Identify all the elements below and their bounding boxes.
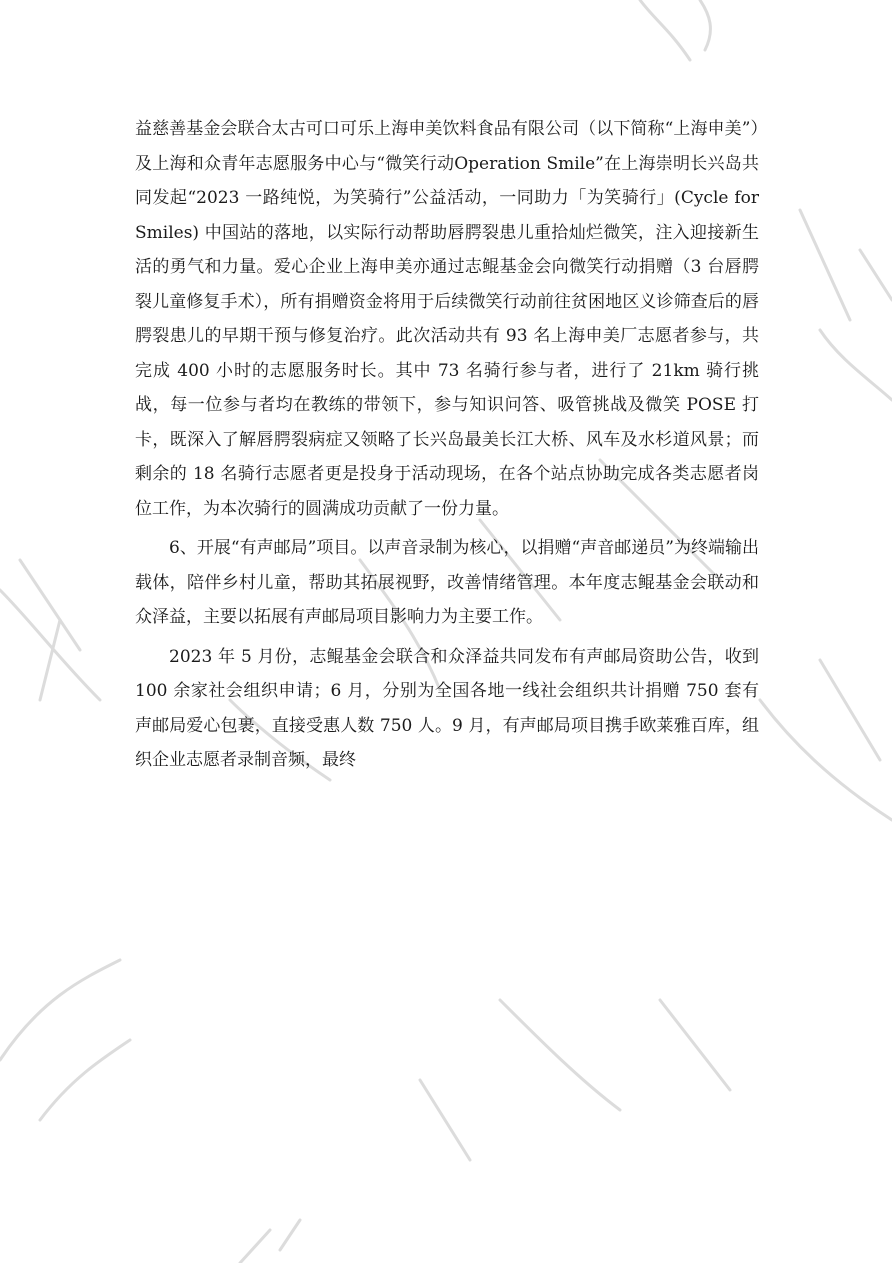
watermark-stroke bbox=[0, 960, 120, 1060]
watermark-stroke bbox=[20, 560, 80, 650]
paragraph-voice-post-office: 6、开展“有声邮局”项目。以声音录制为核心，以捐赠“声音邮递员”为终端输出载体，陪伴乡村儿童，帮助其拓展视野，改善情绪管理。本年度志鲲基金会联动和众泽益，主要以拓展有声邮局项目影响力为主要工作。 bbox=[135, 538, 759, 627]
watermark-stroke bbox=[700, 0, 710, 50]
watermark-stroke bbox=[0, 590, 100, 700]
watermark-stroke bbox=[820, 660, 880, 760]
watermark-stroke bbox=[660, 1000, 730, 1090]
watermark-stroke bbox=[800, 210, 850, 320]
watermark-stroke bbox=[40, 620, 60, 700]
watermark-stroke bbox=[760, 700, 892, 820]
watermark-stroke bbox=[860, 250, 892, 300]
watermark-stroke bbox=[500, 1000, 620, 1110]
watermark-stroke bbox=[420, 1080, 470, 1160]
watermark-stroke bbox=[240, 1230, 270, 1263]
watermark-stroke bbox=[640, 0, 690, 60]
watermark-stroke bbox=[40, 1040, 130, 1120]
watermark-stroke bbox=[820, 330, 892, 400]
paragraph-voice-post-office-details: 2023 年 5 月份，志鲲基金会联合和众泽益共同发布有声邮局资助公告，收到 100 余家社会组织申请；6 月，分别为全国各地一线社会组织共计捐赠 750 套有声邮局爱心包裹，直接受惠人数 750 人。9 月，有声邮局项目携手欧莱雅百库，组织企业志愿者录制音频，最终 bbox=[135, 646, 759, 770]
watermark-stroke bbox=[280, 1220, 300, 1250]
document-body bbox=[135, 112, 759, 778]
paragraph-cycle-for-smiles: 益慈善基金会联合太古可口可乐上海申美饮料食品有限公司（以下简称“上海申美”）及上海和众青年志愿服务中心与“微笑行动Operation Smile”在上海崇明长兴岛共同发起“2023 一路纯悦，为笑骑行”公益活动，一同助力「为笑骑行」(Cycle for Smiles) 中国站的落地，以实际行动帮助唇腭裂患儿重拾灿烂微笑，注入迎接新生活的勇气和力量。爱心企业上海申美亦通过志鲲基金会向微笑行动捐赠（3 台唇腭裂儿童修复手术），所有捐赠资金将用于后续微笑行动前往贫困地区义诊筛查后的唇腭裂患儿的早期干预与修复治疗。此次活动共有 93 名上海申美厂志愿者参与，共完成 400 小时的志愿服务时长。其中 73 名骑行参与者，进行了 21km 骑行挑战，每一位参与者均在教练的带领下，参与知识问答、吸管挑战及微笑 POSE 打卡，既深入了解唇腭裂病症又领略了长兴岛最美长江大桥、风车及水杉道风景；而剩余的 18 名骑行志愿者更是投身于活动现场，在各个站点协助完成各类志愿者岗位工作，为本次骑行的圆满成功贡献了一份力量。 bbox=[135, 119, 759, 519]
